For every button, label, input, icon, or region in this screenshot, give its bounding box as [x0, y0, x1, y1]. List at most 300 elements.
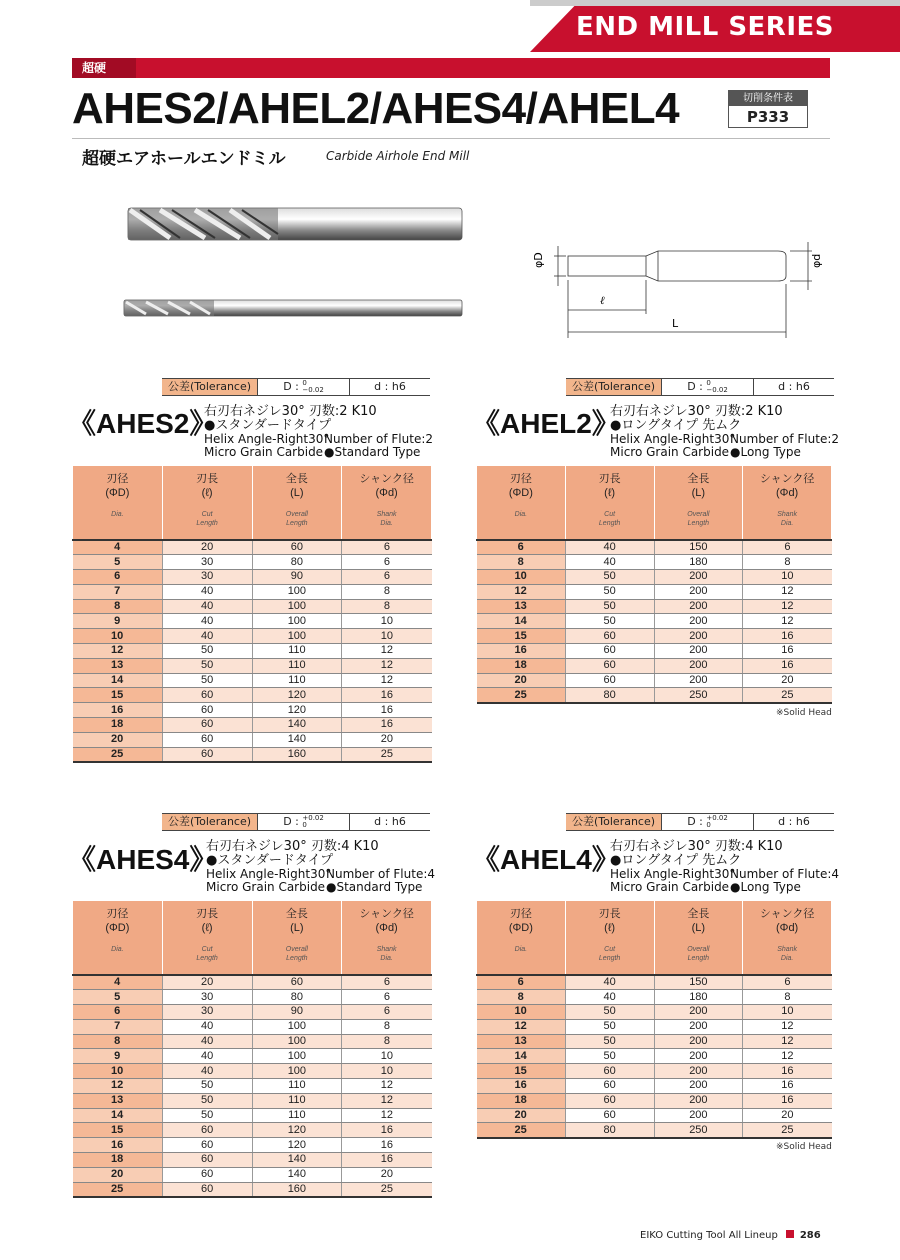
ahel4-tolerance — [566, 813, 834, 831]
table-cell: 16 — [743, 629, 832, 644]
table-cell: 50 — [162, 673, 252, 688]
col-cut-length: 刃長 (ℓ) Cut Length — [162, 466, 252, 540]
table-cell: 60 — [162, 703, 252, 718]
table-cell: 200 — [654, 1093, 743, 1108]
table-cell: 160 — [252, 747, 342, 762]
table-cell: 200 — [654, 1019, 743, 1034]
subtitle-en: Carbide Airhole End Mill — [326, 149, 470, 163]
table-cell: 12 — [342, 1108, 432, 1123]
table-cell: 100 — [252, 614, 342, 629]
page-footer — [640, 1230, 821, 1241]
table-cell: 12 — [743, 1049, 832, 1064]
table-cell: 8 — [743, 555, 832, 570]
tolerance-D-lower: −0.02 — [706, 386, 728, 394]
table-row — [477, 629, 832, 644]
tolerance-D: D : +0.02 0 — [258, 814, 350, 830]
col-overall-length: 全長 (L) Overall Length — [654, 901, 743, 975]
table-row — [477, 1019, 832, 1034]
table-cell: 60 — [162, 747, 252, 762]
table-row — [73, 599, 432, 614]
table-row — [73, 658, 432, 673]
table-cell: 200 — [654, 1108, 743, 1123]
tolerance-D-upper: 0 — [302, 379, 307, 387]
table-cell: 12 — [73, 644, 163, 659]
table-row — [477, 584, 832, 599]
table-cell: 60 — [565, 1093, 654, 1108]
tolerance-D-lower: 0 — [706, 821, 711, 829]
table-cell: 8 — [477, 990, 566, 1005]
table-cell: 60 — [565, 1064, 654, 1079]
table-cell: 40 — [162, 599, 252, 614]
table-cell: 140 — [252, 1153, 342, 1168]
table-cell: 50 — [565, 1049, 654, 1064]
col-shank-dia: シャンク径 (Φd) Shank Dia. — [743, 901, 832, 975]
table-cell: 25 — [477, 688, 566, 703]
table-header-row — [477, 901, 832, 975]
table-cell: 16 — [477, 1079, 566, 1094]
table-row — [73, 703, 432, 718]
table-row — [477, 1049, 832, 1064]
table-cell: 20 — [162, 540, 252, 555]
table-cell: 8 — [342, 584, 432, 599]
table-cell: 12 — [743, 584, 832, 599]
table-cell: 40 — [162, 1049, 252, 1064]
table-cell: 40 — [565, 540, 654, 555]
table-cell: 20 — [342, 732, 432, 747]
table-cell: 16 — [743, 1064, 832, 1079]
table-cell: 200 — [654, 584, 743, 599]
table-cell: 7 — [73, 1019, 163, 1034]
table-cell: 50 — [565, 570, 654, 585]
table-cell: 12 — [477, 1019, 566, 1034]
table-cell: 6 — [342, 990, 432, 1005]
table-cell: 100 — [252, 1019, 342, 1034]
table-cell: 12 — [477, 584, 566, 599]
table-cell: 16 — [342, 1123, 432, 1138]
table-cell: 12 — [342, 1093, 432, 1108]
tolerance-d: d : h6 — [374, 815, 406, 828]
table-cell: 50 — [565, 1005, 654, 1020]
table-cell: 110 — [252, 658, 342, 673]
table-cell: 9 — [73, 614, 163, 629]
table-cell: 200 — [654, 644, 743, 659]
table-row — [73, 1049, 432, 1064]
table-cell: 6 — [73, 1005, 163, 1020]
table-cell: 16 — [342, 703, 432, 718]
col-dia: 刃径 (ΦD) Dia. — [477, 901, 566, 975]
table-cell: 60 — [162, 1167, 252, 1182]
table-cell: 25 — [342, 747, 432, 762]
table-row — [73, 1108, 432, 1123]
table-cell: 140 — [252, 1167, 342, 1182]
table-row — [73, 1064, 432, 1079]
table-cell: 6 — [342, 570, 432, 585]
table-cell: 16 — [73, 703, 163, 718]
dim-label-d: φd — [810, 253, 823, 268]
ahel2-description: 右刃右ネジレ30° 刃数:2 K10 ●ロングタイプ 先ムク Helix Angle-Right30° Number of Flute:2 Micro Grain Carbide ●Long Type — [610, 404, 840, 459]
table-cell: 12 — [743, 599, 832, 614]
page-title: AHES2/AHEL2/AHES4/AHEL4 — [72, 84, 680, 133]
table-cell: 50 — [565, 1019, 654, 1034]
dim-label-l: ℓ — [600, 294, 605, 307]
table-cell: 60 — [252, 975, 342, 990]
table-row — [477, 1108, 832, 1123]
table-cell: 25 — [342, 1182, 432, 1197]
table-row — [477, 688, 832, 703]
table-cell: 110 — [252, 644, 342, 659]
banner-title: END MILL SERIES — [575, 12, 834, 42]
table-cell: 110 — [252, 1079, 342, 1094]
table-cell: 200 — [654, 570, 743, 585]
table-cell: 250 — [654, 1123, 743, 1138]
table-row — [73, 540, 432, 555]
table-cell: 16 — [342, 688, 432, 703]
table-row — [73, 614, 432, 629]
table-cell: 200 — [654, 1005, 743, 1020]
table-cell: 50 — [162, 644, 252, 659]
table-cell: 60 — [565, 658, 654, 673]
ahel4-spec-table — [476, 901, 832, 1139]
table-row — [477, 614, 832, 629]
ahel4-note: ※Solid Head — [776, 1142, 832, 1152]
banner-accent — [530, 0, 900, 6]
table-cell: 200 — [654, 673, 743, 688]
table-cell: 120 — [252, 688, 342, 703]
footer-text: EIKO Cutting Tool All Lineup — [640, 1230, 778, 1241]
table-cell: 180 — [654, 990, 743, 1005]
table-cell: 200 — [654, 614, 743, 629]
table-cell: 13 — [477, 599, 566, 614]
col-cut-length: 刃長 (ℓ) Cut Length — [162, 901, 252, 975]
table-cell: 90 — [252, 570, 342, 585]
table-cell: 12 — [743, 1019, 832, 1034]
table-cell: 14 — [477, 614, 566, 629]
table-cell: 7 — [73, 584, 163, 599]
table-cell: 100 — [252, 1049, 342, 1064]
table-cell: 120 — [252, 1138, 342, 1153]
table-cell: 16 — [477, 644, 566, 659]
tool-photo-long — [124, 300, 462, 316]
table-cell: 160 — [252, 1182, 342, 1197]
table-row — [477, 658, 832, 673]
table-cell: 60 — [565, 673, 654, 688]
table-cell: 50 — [565, 614, 654, 629]
table-row — [73, 584, 432, 599]
table-cell: 60 — [162, 732, 252, 747]
subtitle-jp: 超硬エアホールエンドミル — [82, 149, 286, 169]
table-cell: 8 — [743, 990, 832, 1005]
table-cell: 10 — [342, 1049, 432, 1064]
table-cell: 8 — [73, 1034, 163, 1049]
table-cell: 60 — [162, 1153, 252, 1168]
table-cell: 12 — [342, 644, 432, 659]
table-cell: 50 — [162, 1108, 252, 1123]
tolerance-label: 公差(Tolerance) — [566, 814, 662, 830]
tolerance-D: D : 0 −0.02 — [258, 379, 350, 395]
table-cell: 20 — [743, 673, 832, 688]
cutting-conditions-box[interactable] — [728, 90, 808, 128]
col-overall-length: 全長 (L) Overall Length — [654, 466, 743, 540]
table-row — [477, 1064, 832, 1079]
table-cell: 12 — [743, 614, 832, 629]
table-cell: 180 — [654, 555, 743, 570]
table-row — [477, 570, 832, 585]
table-row — [477, 1079, 832, 1094]
table-cell: 6 — [743, 975, 832, 990]
table-cell: 60 — [565, 629, 654, 644]
table-cell: 10 — [73, 629, 163, 644]
table-cell: 6 — [743, 540, 832, 555]
tolerance-label: 公差(Tolerance) — [566, 379, 662, 395]
table-cell: 20 — [477, 673, 566, 688]
ahes4-series-name: 《AHES4》 — [68, 844, 218, 875]
table-row — [73, 1034, 432, 1049]
table-row — [73, 644, 432, 659]
col-dia: 刃径 (ΦD) Dia. — [73, 466, 163, 540]
table-cell: 6 — [342, 555, 432, 570]
table-cell: 6 — [342, 1005, 432, 1020]
table-cell: 25 — [73, 1182, 163, 1197]
tolerance-D-lower: 0 — [302, 821, 307, 829]
ahel2-series-name: 《AHEL2》 — [472, 408, 620, 439]
table-cell: 100 — [252, 1034, 342, 1049]
col-cut-length: 刃長 (ℓ) Cut Length — [565, 466, 654, 540]
ahes4-spec-table — [72, 901, 432, 1198]
ahel2-note: ※Solid Head — [776, 708, 832, 718]
table-cell: 50 — [162, 1079, 252, 1094]
tolerance-D: D : 0 −0.02 — [662, 379, 754, 395]
table-cell: 50 — [162, 1093, 252, 1108]
table-cell: 16 — [342, 718, 432, 733]
table-cell: 6 — [73, 570, 163, 585]
col-overall-length: 全長 (L) Overall Length — [252, 901, 342, 975]
table-cell: 13 — [73, 1093, 163, 1108]
table-cell: 12 — [342, 1079, 432, 1094]
table-row — [73, 990, 432, 1005]
table-cell: 200 — [654, 1079, 743, 1094]
table-cell: 100 — [252, 629, 342, 644]
table-row — [477, 1034, 832, 1049]
table-cell: 8 — [342, 1034, 432, 1049]
table-row — [73, 718, 432, 733]
dimension-diagram — [554, 242, 812, 338]
table-cell: 40 — [162, 584, 252, 599]
ahel4-description: 右刃右ネジレ30° 刃数:4 K10 ●ロングタイプ 先ムク Helix Angle-Right30° Number of Flute:4 Micro Grain Carbide ●Long Type — [610, 839, 840, 894]
ahes2-tolerance — [162, 378, 430, 396]
ahes2-spec-table — [72, 466, 432, 763]
table-cell: 60 — [162, 1182, 252, 1197]
table-cell: 90 — [252, 1005, 342, 1020]
table-cell: 110 — [252, 673, 342, 688]
table-cell: 50 — [162, 658, 252, 673]
table-cell: 100 — [252, 599, 342, 614]
table-cell: 12 — [73, 1079, 163, 1094]
table-cell: 110 — [252, 1108, 342, 1123]
table-cell: 50 — [565, 584, 654, 599]
table-cell: 60 — [162, 1138, 252, 1153]
tolerance-D-upper: +0.02 — [706, 814, 728, 822]
table-cell: 16 — [743, 1079, 832, 1094]
table-cell: 80 — [252, 555, 342, 570]
table-cell: 15 — [477, 629, 566, 644]
table-cell: 100 — [252, 1064, 342, 1079]
table-header-row — [73, 901, 432, 975]
table-cell: 10 — [743, 1005, 832, 1020]
col-cut-length: 刃長 (ℓ) Cut Length — [565, 901, 654, 975]
series-banner — [0, 0, 900, 62]
table-cell: 30 — [162, 1005, 252, 1020]
table-cell: 4 — [73, 975, 163, 990]
table-row — [73, 1153, 432, 1168]
table-cell: 60 — [162, 718, 252, 733]
table-row — [73, 570, 432, 585]
table-cell: 10 — [342, 614, 432, 629]
table-cell: 30 — [162, 555, 252, 570]
col-dia: 刃径 (ΦD) Dia. — [477, 466, 566, 540]
table-cell: 30 — [162, 570, 252, 585]
tool-photo-standard — [128, 208, 462, 240]
table-cell: 120 — [252, 703, 342, 718]
table-cell: 200 — [654, 1049, 743, 1064]
table-row — [73, 1079, 432, 1094]
table-cell: 60 — [162, 1123, 252, 1138]
table-cell: 25 — [477, 1123, 566, 1138]
table-cell: 10 — [743, 570, 832, 585]
table-cell: 18 — [73, 1153, 163, 1168]
table-row — [73, 732, 432, 747]
table-cell: 150 — [654, 540, 743, 555]
table-cell: 9 — [73, 1049, 163, 1064]
col-dia: 刃径 (ΦD) Dia. — [73, 901, 163, 975]
table-cell: 14 — [477, 1049, 566, 1064]
table-cell: 4 — [73, 540, 163, 555]
tool-drawings — [110, 190, 830, 340]
table-row — [73, 1182, 432, 1197]
col-shank-dia: シャンク径 (Φd) Shank Dia. — [743, 466, 832, 540]
table-cell: 8 — [477, 555, 566, 570]
table-row — [477, 673, 832, 688]
footer-square-icon — [786, 1230, 794, 1238]
table-cell: 20 — [73, 1167, 163, 1182]
table-row — [73, 688, 432, 703]
table-cell: 40 — [565, 990, 654, 1005]
table-cell: 25 — [743, 1123, 832, 1138]
table-row — [73, 975, 432, 990]
table-row — [477, 1123, 832, 1138]
table-cell: 16 — [342, 1153, 432, 1168]
table-cell: 60 — [162, 688, 252, 703]
table-cell: 60 — [252, 540, 342, 555]
table-row — [73, 629, 432, 644]
page-number: 286 — [799, 1230, 821, 1241]
table-cell: 200 — [654, 629, 743, 644]
dim-label-D: φD — [532, 252, 545, 268]
table-cell: 16 — [743, 658, 832, 673]
table-row — [73, 1005, 432, 1020]
table-cell: 16 — [743, 644, 832, 659]
table-cell: 60 — [565, 1108, 654, 1123]
table-cell: 140 — [252, 732, 342, 747]
category-tag: 超硬 — [82, 61, 107, 75]
table-cell: 20 — [743, 1108, 832, 1123]
table-cell: 16 — [73, 1138, 163, 1153]
table-cell: 80 — [565, 1123, 654, 1138]
table-cell: 10 — [477, 570, 566, 585]
table-cell: 60 — [565, 1079, 654, 1094]
table-cell: 40 — [162, 629, 252, 644]
table-cell: 8 — [73, 599, 163, 614]
table-cell: 6 — [477, 540, 566, 555]
tolerance-d: d : h6 — [374, 380, 406, 393]
table-cell: 5 — [73, 990, 163, 1005]
table-cell: 110 — [252, 1093, 342, 1108]
table-row — [477, 644, 832, 659]
table-cell: 150 — [654, 975, 743, 990]
table-cell: 50 — [565, 1034, 654, 1049]
tolerance-d: d : h6 — [778, 815, 810, 828]
table-cell: 8 — [342, 1019, 432, 1034]
table-cell: 10 — [342, 1064, 432, 1079]
table-cell: 15 — [477, 1064, 566, 1079]
table-cell: 13 — [73, 658, 163, 673]
table-cell: 120 — [252, 1123, 342, 1138]
table-cell: 25 — [73, 747, 163, 762]
ahes4-tolerance — [162, 813, 430, 831]
tolerance-D-upper: 0 — [706, 379, 711, 387]
ahes4-description: 右刃右ネジレ30° 刃数:4 K10 ●スタンダードタイプ Helix Angle-Right30° Number of Flute:4 Micro Grain Carbide ●Standard Type — [206, 839, 436, 894]
table-cell: 30 — [162, 990, 252, 1005]
table-row — [73, 1019, 432, 1034]
table-cell: 10 — [73, 1064, 163, 1079]
table-cell: 16 — [743, 1093, 832, 1108]
table-row — [73, 1138, 432, 1153]
table-cell: 40 — [162, 614, 252, 629]
col-overall-length: 全長 (L) Overall Length — [252, 466, 342, 540]
table-row — [477, 1093, 832, 1108]
table-cell: 20 — [162, 975, 252, 990]
tolerance-label: 公差(Tolerance) — [162, 814, 258, 830]
table-cell: 50 — [565, 599, 654, 614]
table-cell: 200 — [654, 658, 743, 673]
table-cell: 200 — [654, 1064, 743, 1079]
table-cell: 200 — [654, 1034, 743, 1049]
table-cell: 40 — [162, 1064, 252, 1079]
table-row — [477, 1005, 832, 1020]
table-cell: 13 — [477, 1034, 566, 1049]
table-header-row — [477, 466, 832, 540]
table-cell: 40 — [162, 1019, 252, 1034]
title-divider — [72, 138, 830, 139]
table-row — [477, 990, 832, 1005]
table-cell: 80 — [565, 688, 654, 703]
table-cell: 25 — [743, 688, 832, 703]
table-cell: 12 — [743, 1034, 832, 1049]
table-row — [73, 673, 432, 688]
table-cell: 20 — [73, 732, 163, 747]
table-cell: 14 — [73, 673, 163, 688]
table-cell: 20 — [342, 1167, 432, 1182]
table-cell: 250 — [654, 688, 743, 703]
table-cell: 15 — [73, 688, 163, 703]
ahel2-spec-table — [476, 466, 832, 704]
ahel2-tolerance — [566, 378, 834, 396]
table-cell: 10 — [477, 1005, 566, 1020]
col-shank-dia: シャンク径 (Φd) Shank Dia. — [342, 901, 432, 975]
dim-label-L: L — [672, 317, 679, 330]
table-cell: 18 — [73, 718, 163, 733]
table-cell: 18 — [477, 658, 566, 673]
ahes2-description: 右刃右ネジレ30° 刃数:2 K10 ●スタンダードタイプ Helix Angle-Right30° Number of Flute:2 Micro Grain Carbide ●Standard Type — [204, 404, 434, 459]
